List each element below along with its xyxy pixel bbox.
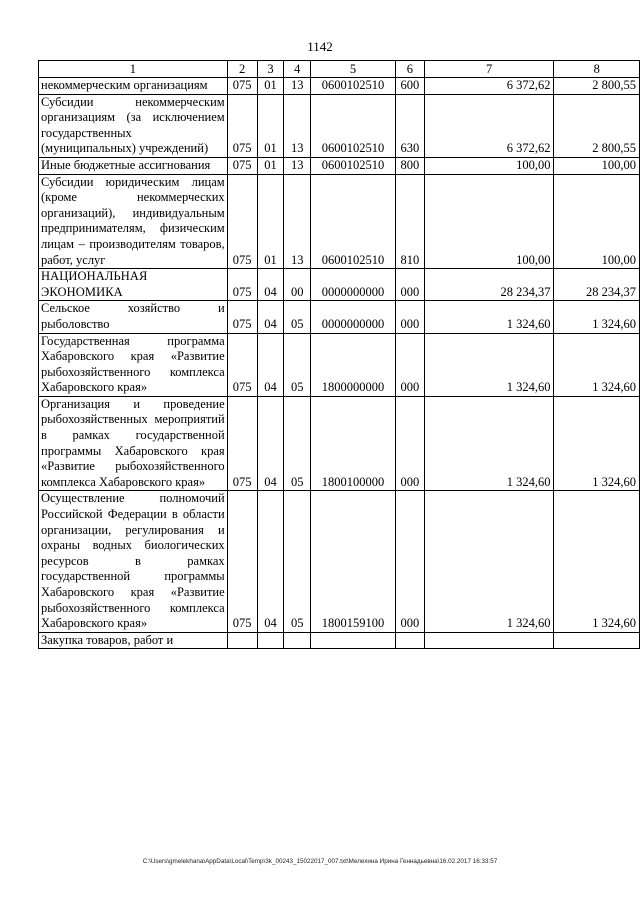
row-gr: 075	[227, 491, 257, 632]
row-rz: 01	[257, 78, 284, 95]
row-csr: 0600102510	[311, 78, 396, 95]
row-name: Осуществление полномочий Российской Федерации в области организации, регулирования и охраны водных биологических ресурсов в рамках государственной программы Хабаровского края «Развитие рыбохозяйственного комплекса Хабаровского края»	[39, 491, 228, 632]
row-vr: 800	[395, 157, 424, 174]
row-name: Закупка товаров, работ и	[39, 632, 228, 649]
footer-file-path: C:\Users\gmelekhana\AppData\Local\Temp\3k_00243_15022017_007.txt\Мелехина Ирина Геннадьевна\16.02.2017 16:33:57	[142, 858, 498, 865]
row-sum2: 1 324,60	[554, 491, 640, 632]
table-row	[39, 78, 640, 95]
col-header-2: 2	[227, 61, 257, 78]
row-sum2: 1 324,60	[554, 301, 640, 333]
row-name: НАЦИОНАЛЬНАЯ ЭКОНОМИКА	[39, 269, 228, 301]
row-sum1: 1 324,60	[424, 301, 554, 333]
row-name: некоммерческим организациям	[39, 78, 228, 95]
table-row	[39, 396, 640, 491]
table-row	[39, 94, 640, 157]
row-gr: 075	[227, 333, 257, 396]
row-sum1	[424, 632, 554, 649]
row-sum2: 100,00	[554, 157, 640, 174]
row-name: Сельское хозяйство и рыболовство	[39, 301, 228, 333]
row-csr: 0600102510	[311, 174, 396, 269]
row-name: Государственная программа Хабаровского края «Развитие рыбохозяйственного комплекса Хабаровского края»	[39, 333, 228, 396]
row-sum1: 6 372,62	[424, 78, 554, 95]
row-pr: 05	[284, 491, 311, 632]
row-rz: 04	[257, 301, 284, 333]
row-sum1: 100,00	[424, 157, 554, 174]
table-row	[39, 174, 640, 269]
row-csr: 1800000000	[311, 333, 396, 396]
row-vr: 600	[395, 78, 424, 95]
row-vr	[395, 632, 424, 649]
row-csr: 0000000000	[311, 301, 396, 333]
table-row	[39, 333, 640, 396]
row-pr: 05	[284, 301, 311, 333]
col-header-3: 3	[257, 61, 284, 78]
table-row	[39, 632, 640, 649]
row-rz: 04	[257, 491, 284, 632]
row-pr: 13	[284, 157, 311, 174]
row-csr: 1800100000	[311, 396, 396, 491]
row-gr	[227, 632, 257, 649]
row-rz	[257, 632, 284, 649]
row-pr: 13	[284, 78, 311, 95]
row-gr: 075	[227, 174, 257, 269]
row-sum1: 100,00	[424, 174, 554, 269]
row-name: Иные бюджетные ассигнования	[39, 157, 228, 174]
budget-table	[38, 60, 640, 649]
row-pr: 05	[284, 333, 311, 396]
row-rz: 04	[257, 396, 284, 491]
table-row	[39, 301, 640, 333]
row-gr: 075	[227, 269, 257, 301]
row-pr	[284, 632, 311, 649]
row-rz: 04	[257, 333, 284, 396]
row-csr: 0600102510	[311, 94, 396, 157]
table-row	[39, 491, 640, 632]
row-gr: 075	[227, 301, 257, 333]
row-name: Организация и проведение рыбохозяйственных мероприятий в рамках государственной программы Хабаровского края «Развитие рыбохозяйственного комплекса Хабаровского края»	[39, 396, 228, 491]
row-vr: 000	[395, 491, 424, 632]
row-vr: 000	[395, 396, 424, 491]
row-sum1: 1 324,60	[424, 491, 554, 632]
col-header-5: 5	[311, 61, 396, 78]
row-sum1: 6 372,62	[424, 94, 554, 157]
row-gr: 075	[227, 157, 257, 174]
row-vr: 000	[395, 333, 424, 396]
row-csr	[311, 632, 396, 649]
row-sum2: 1 324,60	[554, 333, 640, 396]
row-sum1: 28 234,37	[424, 269, 554, 301]
row-sum2	[554, 632, 640, 649]
row-rz: 01	[257, 94, 284, 157]
row-gr: 075	[227, 396, 257, 491]
page-number: 1142	[307, 39, 333, 54]
header-row	[39, 61, 640, 78]
row-name: Субсидии некоммерческим организациям (за исключением государственных (муниципальных) учреждений)	[39, 94, 228, 157]
row-sum2: 2 800,55	[554, 94, 640, 157]
row-pr: 00	[284, 269, 311, 301]
row-rz: 01	[257, 157, 284, 174]
row-sum2: 28 234,37	[554, 269, 640, 301]
row-sum2: 100,00	[554, 174, 640, 269]
row-pr: 05	[284, 396, 311, 491]
row-vr: 000	[395, 301, 424, 333]
col-header-8: 8	[554, 61, 640, 78]
col-header-4: 4	[284, 61, 311, 78]
row-name: Субсидии юридическим лицам (кроме некоммерческих организаций), индивидуальным предпринимателям, физическим лицам – производителям товаров, работ, услуг	[39, 174, 228, 269]
row-sum1: 1 324,60	[424, 396, 554, 491]
row-gr: 075	[227, 78, 257, 95]
row-rz: 04	[257, 269, 284, 301]
row-csr: 0000000000	[311, 269, 396, 301]
row-vr: 630	[395, 94, 424, 157]
row-sum2: 1 324,60	[554, 396, 640, 491]
table-row	[39, 157, 640, 174]
col-header-7: 7	[424, 61, 554, 78]
row-csr: 1800159100	[311, 491, 396, 632]
row-vr: 000	[395, 269, 424, 301]
table-row	[39, 269, 640, 301]
row-sum2: 2 800,55	[554, 78, 640, 95]
col-header-6: 6	[395, 61, 424, 78]
row-csr: 0600102510	[311, 157, 396, 174]
row-pr: 13	[284, 94, 311, 157]
row-rz: 01	[257, 174, 284, 269]
row-sum1: 1 324,60	[424, 333, 554, 396]
row-pr: 13	[284, 174, 311, 269]
col-header-1: 1	[39, 61, 228, 78]
row-gr: 075	[227, 94, 257, 157]
row-vr: 810	[395, 174, 424, 269]
